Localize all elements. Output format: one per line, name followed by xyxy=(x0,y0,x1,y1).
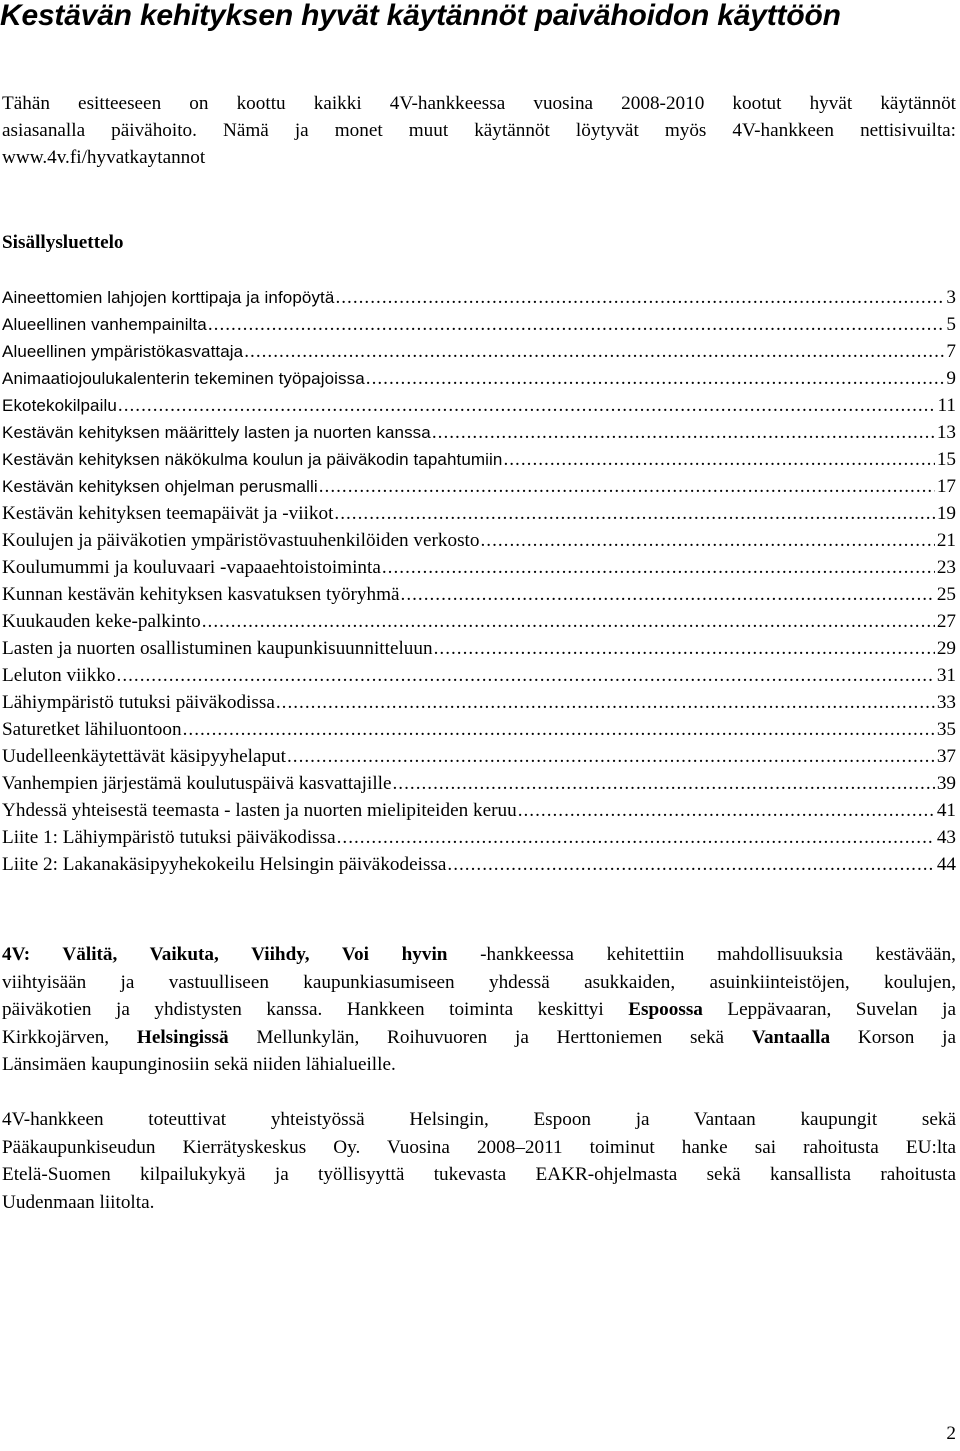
toc-entry[interactable] xyxy=(2,284,956,311)
toc-leader-dots xyxy=(202,608,935,635)
toc-entry[interactable] xyxy=(2,716,956,743)
paragraph-line: Pääkaupunkiseudun Kierrätyskeskus Oy. Vuosina 2008–2011 toiminut hanke sai rahoitusta EU:lta xyxy=(2,1136,956,1158)
toc-leader-dots xyxy=(503,446,934,473)
toc-entry-title: Lasten ja nuorten osallistuminen kaupunkisuunnitteluun xyxy=(2,638,433,659)
toc-entry-page: 29 xyxy=(936,638,956,659)
toc-entry-page: 25 xyxy=(936,584,956,605)
toc-leader-dots xyxy=(393,770,935,797)
intro-text xyxy=(2,90,956,171)
toc-entry[interactable] xyxy=(2,662,956,689)
toc-leader-dots xyxy=(518,797,935,824)
toc-leader-dots xyxy=(117,662,935,689)
toc-entry[interactable] xyxy=(2,851,956,878)
paragraph-line xyxy=(2,1024,956,1052)
toc-entry[interactable] xyxy=(2,446,956,473)
toc-entry-page: 7 xyxy=(946,341,956,362)
city-helsinki: Helsingissä xyxy=(136,1026,229,1048)
toc-entry-page: 44 xyxy=(936,854,956,875)
toc-entry[interactable] xyxy=(2,473,956,500)
toc-entry[interactable] xyxy=(2,554,956,581)
intro-line: Tähän esitteeseen on koottu kaikki 4V-hankkeessa vuosina 2008-2010 kootut hyvät käytännöt xyxy=(2,93,956,114)
toc-entry[interactable] xyxy=(2,392,956,419)
project-name: 4V: Välitä, Vaikuta, Viihdy, Voi hyvin xyxy=(2,944,448,965)
toc-entry-title: Liite 2: Lakanakäsipyyhekokeilu Helsingin päiväkodeissa xyxy=(2,854,447,875)
toc-entry[interactable] xyxy=(2,581,956,608)
paragraph-text: Kirkkojärven, xyxy=(2,1026,137,1048)
toc-leader-dots xyxy=(366,365,945,392)
intro-line: asiasanalla päivähoito. Nämä ja monet muut käytännöt löytyvät myös 4V-hankkeen nettisivuilta: xyxy=(2,120,956,141)
toc-entry-title: Saturetket lähiluontoon xyxy=(2,719,182,740)
toc-entry-title: Vanhempien järjestämä koulutuspäivä kasvattajille xyxy=(2,773,392,794)
toc-entry-title: Kestävän kehityksen teemapäivät ja -viikot xyxy=(2,503,334,524)
toc-leader-dots xyxy=(334,500,934,527)
paragraph-line: viihtyisään ja vastuulliseen kaupunkiasumiseen yhdessä asukkaiden, asuinkiinteistöjen, koulujen, xyxy=(2,971,956,993)
toc-leader-dots xyxy=(118,392,936,419)
project-description-paragraph xyxy=(2,941,956,1079)
toc-entry-page: 31 xyxy=(936,665,956,686)
paragraph-text: -hankkeessa kehitettiin mahdollisuuksia kestävään, xyxy=(447,944,956,965)
toc-entry-title: Kestävän kehityksen näkökulma koulun ja päiväkodin tapahtumiin xyxy=(2,450,503,469)
toc-entry-page: 41 xyxy=(936,800,956,821)
paragraph-line: 4V-hankkeen toteuttivat yhteistyössä Helsingin, Espoon ja Vantaan kaupungit sekä xyxy=(2,1109,956,1130)
paragraph-line: Uudenmaan liitolta. xyxy=(2,1191,155,1213)
toc-entry[interactable] xyxy=(2,527,956,554)
toc-entry-page: 3 xyxy=(946,287,956,308)
toc-entry[interactable] xyxy=(2,743,956,770)
toc-entry[interactable] xyxy=(2,608,956,635)
paragraph-line xyxy=(2,941,956,969)
city-espoo: Espoossa xyxy=(628,999,703,1020)
toc-entry[interactable] xyxy=(2,500,956,527)
toc-entry-title: Uudelleenkäytettävät käsipyyhelaput xyxy=(2,746,286,767)
paragraph-text: Leppävaaran, Suvelan ja xyxy=(702,999,956,1020)
toc-entry-page: 9 xyxy=(946,368,956,389)
toc-entry-title: Koulumummi ja kouluvaari -vapaaehtoistoiminta xyxy=(2,557,381,578)
toc-entry-page: 19 xyxy=(936,503,956,524)
toc-heading: Sisällysluettelo xyxy=(2,232,124,253)
toc-entry[interactable] xyxy=(2,419,956,446)
toc-entry-page: 11 xyxy=(937,395,956,416)
toc-entry-title: Liite 1: Lähiympäristö tutuksi päiväkodissa xyxy=(2,827,336,848)
intro-url: www.4v.fi/hyvatkaytannot xyxy=(2,147,206,168)
toc-entry-page: 33 xyxy=(936,692,956,713)
toc-leader-dots xyxy=(208,311,945,338)
toc-entry-page: 35 xyxy=(936,719,956,740)
toc-leader-dots xyxy=(335,284,944,311)
toc-leader-dots xyxy=(434,635,935,662)
toc-entry-page: 27 xyxy=(936,611,956,632)
toc-entry[interactable] xyxy=(2,338,956,365)
toc-entry-page: 5 xyxy=(946,314,956,335)
toc-leader-dots xyxy=(319,473,935,500)
toc-entry-title: Kestävän kehityksen määrittely lasten ja nuorten kanssa xyxy=(2,423,431,442)
toc-entry-title: Koulujen ja päiväkotien ympäristövastuuhenkilöiden verkosto xyxy=(2,530,480,551)
toc-entry-title: Aineettomien lahjojen korttipaja ja infopöytä xyxy=(2,288,335,307)
toc-entry[interactable] xyxy=(2,824,956,851)
toc-entry-title: Alueellinen vanhempainilta xyxy=(2,315,207,334)
toc-entry[interactable] xyxy=(2,635,956,662)
toc-entry-title: Ekotekokilpailu xyxy=(2,396,117,415)
toc-entry-title: Yhdessä yhteisestä teemasta - lasten ja nuorten mielipiteiden keruu xyxy=(2,800,517,821)
toc-entry-page: 23 xyxy=(936,557,956,578)
toc-leader-dots xyxy=(337,824,935,851)
toc-leader-dots xyxy=(432,419,935,446)
toc-entry-page: 13 xyxy=(936,422,956,443)
toc-entry[interactable] xyxy=(2,365,956,392)
toc-leader-dots xyxy=(244,338,944,365)
toc-entry-title: Animaatiojoulukalenterin tekeminen työpajoissa xyxy=(2,369,365,388)
document-title: Kestävän kehityksen hyvät käytännöt paivähoidon käyttöön xyxy=(0,0,841,32)
toc-leader-dots xyxy=(276,689,935,716)
toc-leader-dots xyxy=(382,554,935,581)
toc-entry-page: 37 xyxy=(936,746,956,767)
page-number: 2 xyxy=(946,1423,956,1444)
toc-entry-page: 17 xyxy=(936,476,956,497)
paragraph-line xyxy=(2,996,956,1024)
paragraph-text: Korson ja xyxy=(830,1026,956,1048)
toc-leader-dots xyxy=(447,851,934,878)
paragraph-line: Etelä-Suomen kilpailukykyä ja työllisyyttä tukevasta EAKR-ohjelmasta sekä kansallista rahoitusta xyxy=(2,1164,956,1185)
toc-leader-dots xyxy=(183,716,935,743)
toc-entry-page: 15 xyxy=(936,449,956,470)
toc-entry[interactable] xyxy=(2,311,956,338)
toc-leader-dots xyxy=(401,581,935,608)
toc-entry-title: Kunnan kestävän kehityksen kasvatuksen työryhmä xyxy=(2,584,400,605)
paragraph-line: Länsimäen kaupunginosiin sekä niiden lähialueille. xyxy=(2,1054,396,1075)
table-of-contents xyxy=(2,284,956,878)
toc-entry-page: 43 xyxy=(936,827,956,848)
toc-entry-page: 39 xyxy=(936,773,956,794)
toc-leader-dots xyxy=(480,527,934,554)
toc-entry-title: Lähiympäristö tutuksi päiväkodissa xyxy=(2,692,275,713)
toc-entry[interactable] xyxy=(2,797,956,824)
paragraph-text: päiväkotien ja yhdistysten kanssa. Hankkeen toiminta keskittyi xyxy=(2,999,629,1020)
toc-entry-page: 21 xyxy=(936,530,956,551)
paragraph-text: Mellunkylän, Roihuvuoren ja Herttoniemen sekä xyxy=(228,1026,752,1048)
toc-entry-title: Kuukauden keke-palkinto xyxy=(2,611,201,632)
toc-entry-title: Alueellinen ympäristökasvattaja xyxy=(2,342,244,361)
city-vantaa: Vantaalla xyxy=(751,1026,831,1048)
funding-paragraph xyxy=(2,1106,956,1216)
toc-entry-title: Leluton viikko xyxy=(2,665,116,686)
toc-entry-title: Kestävän kehityksen ohjelman perusmalli xyxy=(2,477,318,496)
toc-entry[interactable] xyxy=(2,770,956,797)
toc-entry[interactable] xyxy=(2,689,956,716)
toc-leader-dots xyxy=(287,743,935,770)
